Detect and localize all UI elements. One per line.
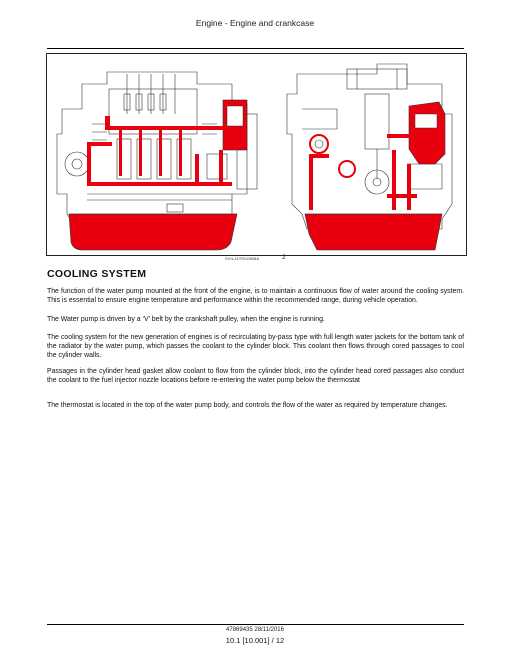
paragraph-pump-function: The function of the water pump mounted at the front of the engine, is to maintain a continuous flow of water around the cooling system. This is essential to ensure engine temperature and performance within the recommended range, during vehicle operation.	[47, 288, 464, 305]
section-title: COOLING SYSTEM	[47, 268, 147, 280]
footer-page-reference: 10.1 [10.001] / 12	[225, 636, 285, 645]
engine-cooling-figure	[46, 53, 467, 256]
figure-caption-code: SVIL14TR0235BA	[225, 256, 260, 261]
header-divider	[47, 48, 464, 49]
coolant-flow-right	[305, 102, 445, 250]
paragraph-cylinder-head: Passages in the cylinder head gasket allow coolant to flow from the cylinder block, into the cylinder head cored passages also conduct the coolant to the fuel injector nozzle locations before re-entering the water pump below the thermostat	[47, 368, 464, 385]
page-header-title: Engine - Engine and crankcase	[195, 18, 315, 28]
paragraph-pump-drive: The Water pump is driven by a ‘V’ belt by the crankshaft pulley, when the engine is running.	[47, 316, 325, 323]
paragraph-thermostat: The thermostat is located in the top of the water pump body, and controls the flow of the water as required by temperature changes.	[47, 402, 448, 409]
coolant-flow-left	[69, 100, 247, 250]
footer-divider	[47, 624, 464, 625]
figure-number: 2	[282, 254, 286, 261]
footer-document-code: 47869435 28/11/2016	[226, 627, 284, 633]
paragraph-cooling-system: The cooling system for the new generation of engines is of recirculating by-pass type with full length water jackets for the bottom tank of the radiator by the water pump, which passes the coolant to the cylinder block. This coolant then flows through cored passages to cool the cylinder walls.	[47, 334, 464, 360]
